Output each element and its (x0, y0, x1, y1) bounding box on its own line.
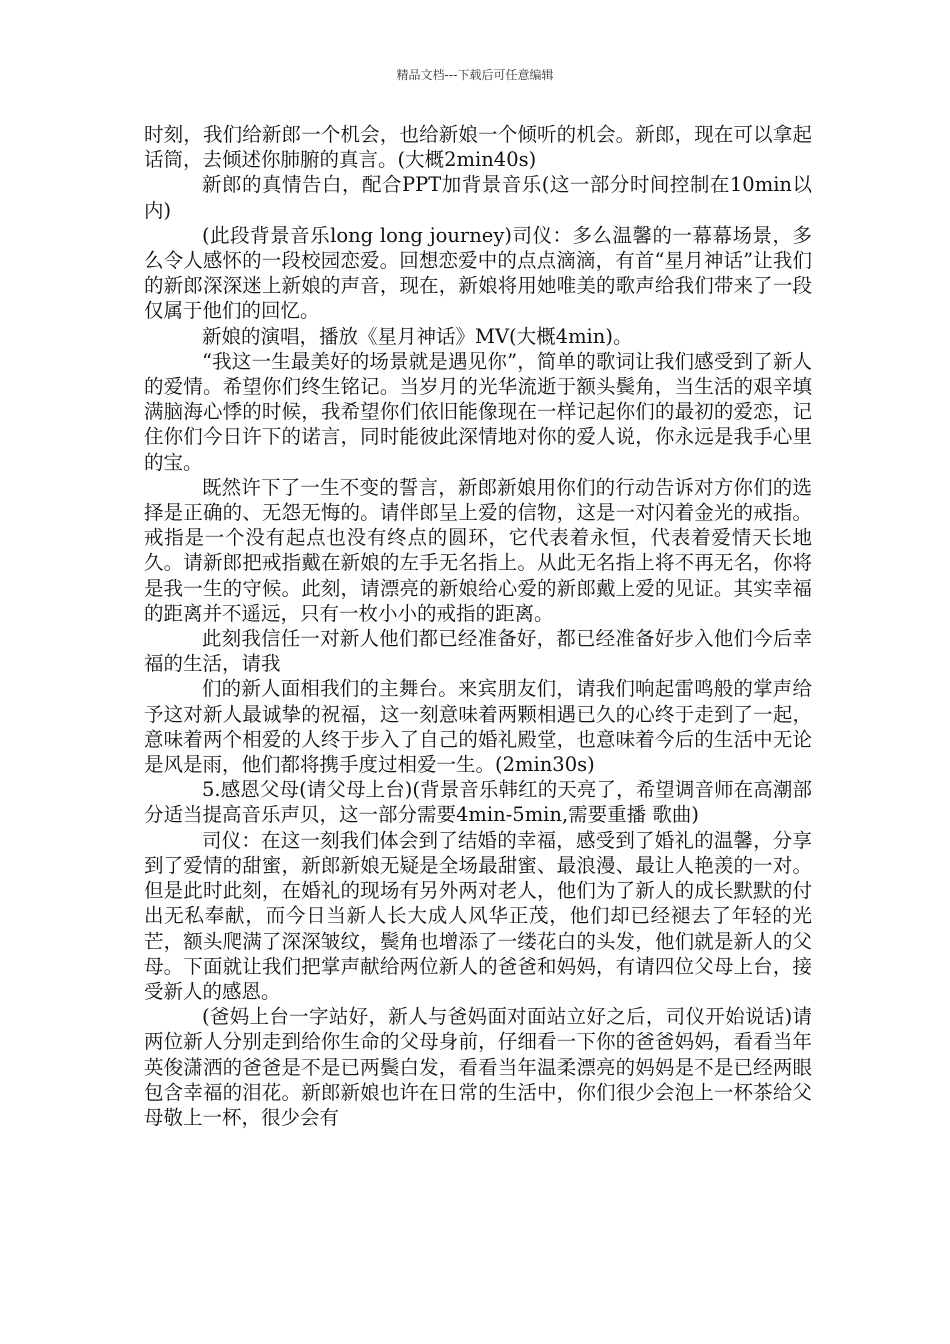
page-header: 精品文档---下载后可任意编辑 (396, 68, 554, 82)
paragraph: 时刻，我们给新郎一个机会，也给新娘一个倾听的机会。新郎，现在可以拿起话筒，去倾述你肺腑的真言。(大概2min40s) (144, 123, 812, 172)
paragraph: “我这一生最美好的场景就是遇见你”，简单的歌词让我们感受到了新人的爱情。希望你们终生铭记。当岁月的光华流逝于额头鬓角，当生活的艰辛填满脑海心悸的时候，我希望你们依旧能像现在一样记起你们的最初的爱恋，记住你们今日许下的诺言，同时能彼此深情地对你的爱人说，你永远是我手心里的宝。 (144, 349, 812, 474)
paragraph: 们的新人面相我们的主舞台。来宾朋友们，请我们响起雷鸣般的掌声给予这对新人最诚挚的祝福，这一刻意味着两颗相遇已久的心终于走到了一起，意味着两个相爱的人终于步入了自己的婚礼殿堂，也意味着今后的生活中无论是风是雨，他们都将携手度过相爱一生。(2min30s) (144, 677, 812, 777)
document-body (144, 122, 812, 1130)
paragraph: 5.感恩父母(请父母上台)(背景音乐韩红的天亮了，希望调音师在高潮部分适当提高音乐声贝，这一部分需要4min-5min,需要重播 歌曲) (144, 778, 812, 827)
paragraph: (爸妈上台一字站好，新人与爸妈面对面站立好之后，司仪开始说话)请两位新人分别走到给你生命的父母身前，仔细看一下你的爸爸妈妈，看看当年英俊潇洒的爸爸是不是已两鬓白发，看看当年温柔漂亮的妈妈是不是已经两眼包含幸福的泪花。新郎新娘也许在日常的生活中，你们很少会泡上一杯茶给父母敬上一杯，很少会有 (144, 1005, 812, 1129)
paragraph: 此刻我信任一对新人他们都已经准备好，都已经准备好步入他们今后幸福的生活，请我 (144, 627, 812, 676)
paragraph: 新娘的演唱，播放《星月神话》MV(大概4min)。 (202, 324, 633, 348)
paragraph: 司仪：在这一刻我们体会到了结婚的幸福，感受到了婚礼的温馨，分享到了爱情的甜蜜，新郎新娘无疑是全场最甜蜜、最浪漫、最让人艳羡的一对。但是此时此刻，在婚礼的现场有另外两对老人，他们为了新人的成长默默的付出无私奉献，而今日当新人长大成人风华正茂，他们却已经褪去了年轻的光芒，额头爬满了深深皱纹，鬓角也增添了一缕花白的头发，他们就是新人的父母。下面就让我们把掌声献给两位新人的爸爸和妈妈，有请四位父母上台，接受新人的感恩。 (144, 828, 812, 1003)
paragraph: 新郎的真情告白，配合PPT加背景音乐(这一部分时间控制在10min以内) (144, 173, 812, 222)
paragraph: (此段背景音乐long long journey)司仪：多么温馨的一幕幕场景，多么令人感怀的一段校园恋爱。回想恋爱中的点点滴滴，有首“星月神话”让我们的新郎深深迷上新娘的声音，现在，新娘将用她唯美的歌声给我们带来了一段仅属于他们的回忆。 (144, 223, 812, 323)
paragraph: 既然许下了一生不变的誓言，新郎新娘用你们的行动告诉对方你们的选择是正确的、无怨无悔的。请伴郎呈上爱的信物，这是一对闪着金光的戒指。戒指是一个没有起点也没有终点的圆环，它代表着永恒，代表着爱情天长地久。请新郎把戒指戴在新娘的左手无名指上。从此无名指上将不再无名，你将是我一生的守候。此刻，请漂亮的新娘给心爱的新郎戴上爱的见证。其实幸福的距离并不遥远，只有一枚小小的戒指的距离。 (144, 475, 812, 625)
